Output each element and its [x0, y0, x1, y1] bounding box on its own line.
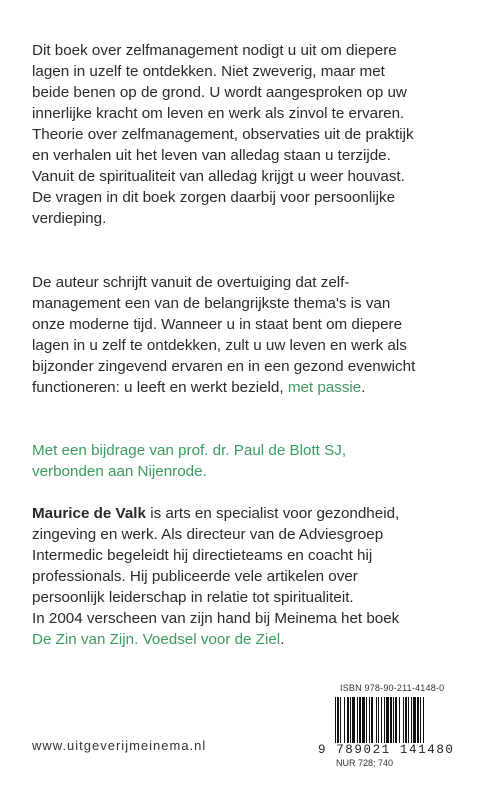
text-segment: .	[280, 631, 285, 648]
text-line: Vanuit de spiritualiteit van alledag krijgt u weer houvast.	[32, 168, 405, 185]
publisher-website: www.uitgeverijmeinema.nl	[32, 738, 207, 753]
text-line: Dit boek over zelfmanagement nodigt u uit om diepere	[32, 42, 397, 59]
text-line: persoonlijk leiderschap in relatie tot spiritualiteit.	[32, 589, 354, 606]
text-line: lagen in u zelf te ontdekken, zult u uw leven en werk als	[32, 337, 407, 354]
text-line: professionals. Hij publiceerde vele artikelen over	[32, 568, 358, 585]
text-line: onze moderne tijd. Wanneer u in staat bent om diepere	[32, 316, 403, 333]
barcode-icon	[334, 697, 474, 747]
text-segment: .	[361, 379, 366, 396]
highlight-phrase: met passie	[287, 379, 362, 396]
text-line-book	[32, 629, 472, 650]
contribution-note	[32, 440, 472, 482]
text-line: lagen in uzelf te ontdekken. Niet zweverig, maar met	[32, 63, 385, 80]
text-line: Theorie over zelfmanagement, observaties uit de praktijk	[32, 126, 414, 143]
isbn-label: ISBN 978-90-211-4148-0	[340, 683, 445, 693]
description-paragraph-1	[32, 40, 472, 229]
text-line: verbonden aan Nijenrode.	[32, 463, 207, 480]
text-line: In 2004 verscheen van zijn hand bij Meinema het boek	[32, 610, 400, 627]
text-line: De vragen in dit boek zorgen daarbij voor persoonlijke	[32, 189, 396, 206]
text-line: innerlijke kracht om leven en werk als zinvol te ervaren.	[32, 105, 405, 122]
author-bio	[32, 503, 472, 650]
text-segment: is arts en specialist voor gezondheid,	[145, 505, 400, 522]
nur-label: NUR 728; 740	[336, 758, 394, 768]
text-line: De auteur schrijft vanuit de overtuiging dat zelf-	[32, 274, 350, 291]
text-line: Intermedic begeleidt hij directieteams en coacht hij	[32, 547, 373, 564]
description-paragraph-2	[32, 272, 472, 398]
text-line: zingeving en werk. Als directeur van de Adviesgroep	[32, 526, 384, 543]
barcode-digits: 9 789021 141480	[318, 743, 478, 757]
text-line: verdieping.	[32, 210, 107, 227]
text-segment: functioneren: u leeft en werkt bezield,	[32, 379, 288, 396]
text-line-last	[32, 377, 472, 398]
text-line: en verhalen uit het leven van alledag staan u terzijde.	[32, 147, 391, 164]
text-line-first	[32, 503, 472, 524]
text-line: beide benen op de grond. U wordt aangesproken op uw	[32, 84, 407, 101]
author-name: Maurice de Valk	[32, 505, 146, 522]
text-line: bijzonder zingevend ervaren en in een gezond evenwicht	[32, 358, 416, 375]
text-line: Met een bijdrage van prof. dr. Paul de Blott SJ,	[32, 442, 347, 459]
text-line: management een van de belangrijkste thema's is van	[32, 295, 391, 312]
book-title: De Zin van Zijn. Voedsel voor de Ziel	[32, 631, 281, 648]
